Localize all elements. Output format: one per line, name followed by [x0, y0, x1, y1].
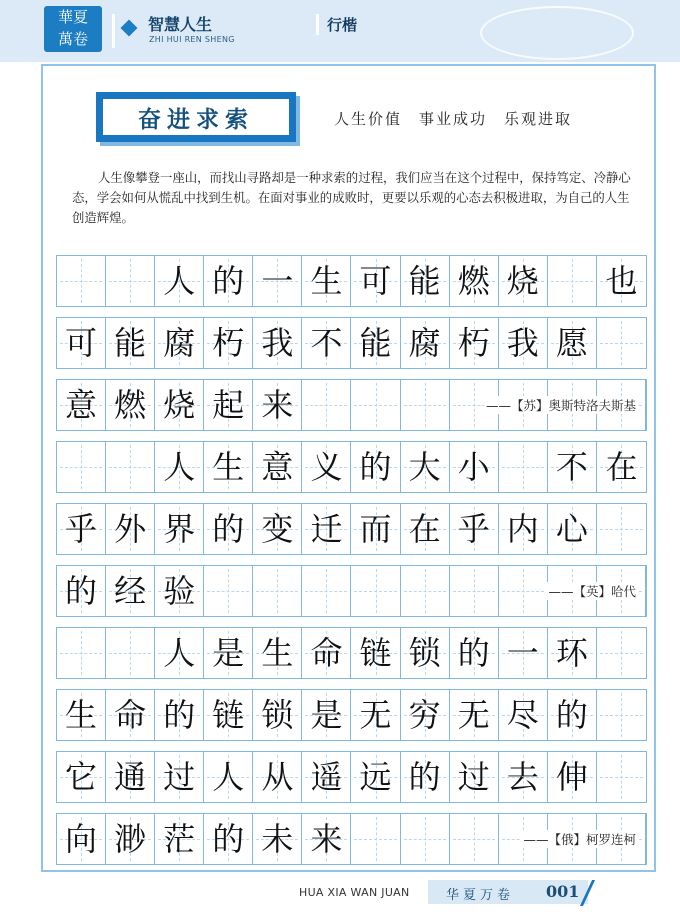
grid-row — [56, 441, 647, 493]
grid-cell — [499, 566, 548, 616]
grid-cell — [155, 628, 204, 678]
grid-cell — [204, 504, 253, 554]
grid-cell — [401, 566, 450, 616]
grid-row — [56, 565, 647, 617]
grid-cell — [351, 752, 400, 802]
calligraphy-char: 来 — [261, 386, 294, 424]
grid-cell — [106, 380, 155, 430]
calligraphy-char: 是 — [212, 634, 245, 672]
grid-cell — [302, 752, 351, 802]
grid-cell — [155, 752, 204, 802]
grid-cell — [302, 442, 351, 492]
grid-cell — [155, 690, 204, 740]
section-title: 奋进求索 — [138, 106, 254, 133]
calligraphy-char: 可 — [359, 262, 392, 300]
logo-line-2: 萬卷 — [57, 30, 88, 48]
grid-cell — [597, 504, 646, 554]
grid-cell — [204, 566, 253, 616]
grid-cell — [548, 752, 597, 802]
grid-cell — [253, 380, 302, 430]
publisher-logo — [44, 6, 102, 52]
calligraphy-char: 生 — [212, 448, 245, 486]
calligraphy-char: 变 — [261, 510, 294, 548]
calligraphy-char: 的 — [65, 572, 98, 610]
calligraphy-char: 过 — [457, 758, 490, 796]
calligraphy-char: 人 — [163, 634, 196, 672]
calligraphy-char: 大 — [408, 448, 441, 486]
grid-cell — [204, 380, 253, 430]
calligraphy-char: 能 — [359, 324, 392, 362]
grid-cell — [204, 752, 253, 802]
grid-cell — [351, 628, 400, 678]
calligraphy-char: 的 — [163, 696, 196, 734]
grid-cell — [106, 442, 155, 492]
quote-attribution: ——【苏】奥斯特洛夫斯基 — [485, 398, 636, 413]
calligraphy-char: 在 — [408, 510, 441, 548]
calligraphy-char: 我 — [506, 324, 539, 362]
grid-cell — [302, 318, 351, 368]
grid-cell — [155, 566, 204, 616]
grid-cell — [548, 504, 597, 554]
grid-row — [56, 317, 647, 369]
grid-cell — [155, 442, 204, 492]
grid-row — [56, 751, 647, 803]
calligraphy-char: 迁 — [310, 510, 343, 548]
calligraphy-char: 的 — [212, 262, 245, 300]
calligraphy-char: 朽 — [212, 324, 245, 362]
grid-cell — [302, 628, 351, 678]
grid-cell — [155, 814, 204, 864]
grid-cell — [548, 690, 597, 740]
calligraphy-char: 愿 — [555, 324, 588, 362]
book-title-pinyin: ZHI HUI REN SHENG — [149, 35, 235, 44]
grid-cell — [204, 814, 253, 864]
calligraphy-char: 生 — [261, 634, 294, 672]
calligraphy-char: 链 — [212, 696, 245, 734]
grid-cell — [401, 380, 450, 430]
grid-cell — [302, 566, 351, 616]
grid-cell — [401, 318, 450, 368]
calligraphy-char: 可 — [65, 324, 98, 362]
grid-cell — [155, 256, 204, 306]
calligraphy-char: 心 — [555, 510, 588, 548]
calligraphy-char: 锁 — [261, 696, 294, 734]
calligraphy-char: 烧 — [163, 386, 196, 424]
grid-cell — [499, 504, 548, 554]
calligraphy-char: 的 — [359, 448, 392, 486]
grid-cell — [351, 318, 400, 368]
section-intro: 人生像攀登一座山，而找山寻路却是一种求索的过程，我们应当在这个过程中，保持笃定、冷静心态，学会如何从慌乱中找到生机。在面对事业的成败时，更要以乐观的心态去积极进取，为自己的人生创造辉煌。 — [72, 170, 631, 225]
calligraphy-char: 腐 — [408, 324, 441, 362]
calligraphy-char: 外 — [114, 510, 147, 548]
calligraphy-char: 一 — [261, 262, 294, 300]
calligraphy-char: 义 — [310, 448, 343, 486]
grid-cell — [106, 504, 155, 554]
grid-row — [56, 379, 647, 431]
grid-cell — [57, 628, 106, 678]
grid-cell — [351, 814, 400, 864]
book-title: 智慧人生 — [148, 15, 213, 34]
grid-row — [56, 689, 647, 741]
calligraphy-char: 能 — [408, 262, 441, 300]
grid-cell — [450, 628, 499, 678]
calligraphy-char: 的 — [555, 696, 588, 734]
calligraphy-char: 远 — [359, 758, 392, 796]
grid-cell — [450, 318, 499, 368]
grid-cell — [548, 442, 597, 492]
grid-cell — [401, 628, 450, 678]
grid-cell — [204, 442, 253, 492]
grid-cell — [499, 752, 548, 802]
grid-cell — [106, 318, 155, 368]
calligraphy-char: 向 — [65, 820, 98, 858]
quote-attribution: ——【英】哈代 — [548, 584, 636, 599]
page-header — [0, 0, 680, 62]
grid-cell — [253, 256, 302, 306]
calligraphy-char: 的 — [212, 820, 245, 858]
decorative-swirl-icon — [480, 6, 634, 60]
grid-cell — [302, 504, 351, 554]
grid-cell — [597, 752, 646, 802]
calligraphy-char: 乎 — [457, 510, 490, 548]
grid-cell — [57, 566, 106, 616]
calligraphy-char: 小 — [457, 448, 490, 486]
grid-cell — [57, 814, 106, 864]
grid-cell — [253, 628, 302, 678]
grid-cell — [253, 504, 302, 554]
calligraphy-char: 命 — [310, 634, 343, 672]
grid-cell — [106, 628, 155, 678]
grid-cell — [57, 504, 106, 554]
grid-cell — [302, 814, 351, 864]
grid-cell — [155, 318, 204, 368]
calligraphy-char: 锁 — [408, 634, 441, 672]
grid-cell — [57, 752, 106, 802]
grid-cell — [450, 814, 499, 864]
calligraphy-char: 环 — [555, 634, 588, 672]
grid-cell — [548, 318, 597, 368]
calligraphy-char: 意 — [65, 386, 98, 424]
grid-cell — [351, 504, 400, 554]
grid-cell — [351, 380, 400, 430]
grid-cell — [57, 318, 106, 368]
calligraphy-char: 乎 — [65, 510, 98, 548]
grid-cell — [155, 380, 204, 430]
calligraphy-char: 意 — [261, 448, 294, 486]
grid-cell — [351, 256, 400, 306]
calligraphy-char: 遥 — [310, 758, 343, 796]
grid-cell — [253, 690, 302, 740]
calligraphy-char: 生 — [310, 262, 343, 300]
grid-cell — [253, 566, 302, 616]
grid-cell — [106, 256, 155, 306]
footer-pinyin: HUA XIA WAN JUAN — [299, 886, 410, 899]
calligraphy-char: 人 — [212, 758, 245, 796]
grid-cell — [204, 628, 253, 678]
calligraphy-char: 一 — [506, 634, 539, 672]
grid-cell — [548, 256, 597, 306]
calligraphy-char: 无 — [457, 696, 490, 734]
grid-cell — [253, 318, 302, 368]
calligraphy-char: 人 — [163, 448, 196, 486]
grid-cell — [351, 566, 400, 616]
grid-cell — [499, 628, 548, 678]
calligraphy-char: 命 — [114, 696, 147, 734]
grid-cell — [548, 628, 597, 678]
calligraphy-char: 人 — [163, 262, 196, 300]
grid-row — [56, 503, 647, 555]
script-style-label: 行楷 — [316, 14, 357, 35]
calligraphy-char: 的 — [408, 758, 441, 796]
calligraphy-char: 生 — [65, 696, 98, 734]
grid-cell — [253, 814, 302, 864]
grid-cell — [302, 380, 351, 430]
grid-cell — [450, 256, 499, 306]
grid-row — [56, 255, 647, 307]
grid-cell — [57, 690, 106, 740]
grid-cell — [302, 256, 351, 306]
calligraphy-char: 腐 — [163, 324, 196, 362]
grid-cell — [499, 256, 548, 306]
grid-cell — [106, 814, 155, 864]
calligraphy-char: 的 — [457, 634, 490, 672]
grid-cell — [450, 566, 499, 616]
grid-cell — [204, 256, 253, 306]
calligraphy-char: 燃 — [114, 386, 147, 424]
footer-publisher: 华夏万卷 — [446, 888, 515, 903]
grid-cell — [499, 690, 548, 740]
grid-cell — [106, 690, 155, 740]
grid-cell — [597, 690, 646, 740]
grid-cell — [597, 318, 646, 368]
grid-cell — [57, 256, 106, 306]
grid-cell — [499, 318, 548, 368]
grid-row — [56, 813, 647, 865]
calligraphy-char: 通 — [114, 758, 147, 796]
grid-cell — [401, 690, 450, 740]
calligraphy-char: 是 — [310, 696, 343, 734]
grid-cell — [597, 628, 646, 678]
grid-cell — [155, 504, 204, 554]
grid-cell — [597, 442, 646, 492]
grid-cell — [253, 442, 302, 492]
grid-cell — [450, 752, 499, 802]
calligraphy-char: 内 — [506, 510, 539, 548]
calligraphy-char: 未 — [261, 820, 294, 858]
grid-cell — [401, 256, 450, 306]
calligraphy-char: 而 — [359, 510, 392, 548]
grid-cell — [57, 380, 106, 430]
grid-cell — [499, 442, 548, 492]
quote-attribution: ——【俄】柯罗连柯 — [523, 832, 636, 847]
calligraphy-char: 茫 — [163, 820, 196, 858]
grid-cell — [401, 814, 450, 864]
calligraphy-char: 它 — [65, 758, 98, 796]
calligraphy-char: 不 — [555, 448, 588, 486]
grid-cell — [106, 752, 155, 802]
grid-cell — [351, 442, 400, 492]
grid-cell — [450, 504, 499, 554]
practice-grid — [56, 255, 647, 865]
calligraphy-char: 无 — [359, 696, 392, 734]
calligraphy-char: 去 — [506, 758, 539, 796]
grid-row — [56, 627, 647, 679]
calligraphy-char: 界 — [163, 510, 196, 548]
calligraphy-char: 经 — [114, 572, 147, 610]
calligraphy-char: 过 — [163, 758, 196, 796]
calligraphy-char: 渺 — [114, 820, 147, 858]
logo-line-1: 華夏 — [57, 8, 88, 26]
calligraphy-char: 穷 — [408, 696, 441, 734]
grid-cell — [351, 690, 400, 740]
grid-cell — [401, 504, 450, 554]
calligraphy-char: 朽 — [457, 324, 490, 362]
calligraphy-char: 链 — [359, 634, 392, 672]
grid-cell — [57, 442, 106, 492]
calligraphy-char: 能 — [114, 324, 147, 362]
grid-cell — [253, 752, 302, 802]
calligraphy-char: 尽 — [506, 696, 539, 734]
calligraphy-char: 我 — [261, 324, 294, 362]
calligraphy-char: 烧 — [506, 262, 539, 300]
calligraphy-char: 来 — [310, 820, 343, 858]
calligraphy-char: 起 — [212, 386, 245, 424]
calligraphy-char: 的 — [212, 510, 245, 548]
grid-cell — [450, 690, 499, 740]
grid-cell — [302, 690, 351, 740]
grid-cell — [106, 566, 155, 616]
grid-cell — [401, 752, 450, 802]
grid-cell — [204, 318, 253, 368]
calligraphy-char: 从 — [261, 758, 294, 796]
section-subtitle: 人生价值 事业成功 乐观进取 — [334, 110, 573, 128]
grid-cell — [450, 442, 499, 492]
page-number: 001 — [546, 882, 580, 901]
calligraphy-char: 伸 — [555, 758, 588, 796]
calligraphy-char: 验 — [163, 572, 196, 610]
calligraphy-char: 不 — [310, 324, 343, 362]
grid-cell — [204, 690, 253, 740]
calligraphy-char: 燃 — [457, 262, 490, 300]
grid-cell — [597, 256, 646, 306]
calligraphy-char: 在 — [605, 448, 638, 486]
grid-cell — [401, 442, 450, 492]
calligraphy-char: 也 — [605, 262, 638, 300]
section-title-box — [96, 92, 296, 142]
